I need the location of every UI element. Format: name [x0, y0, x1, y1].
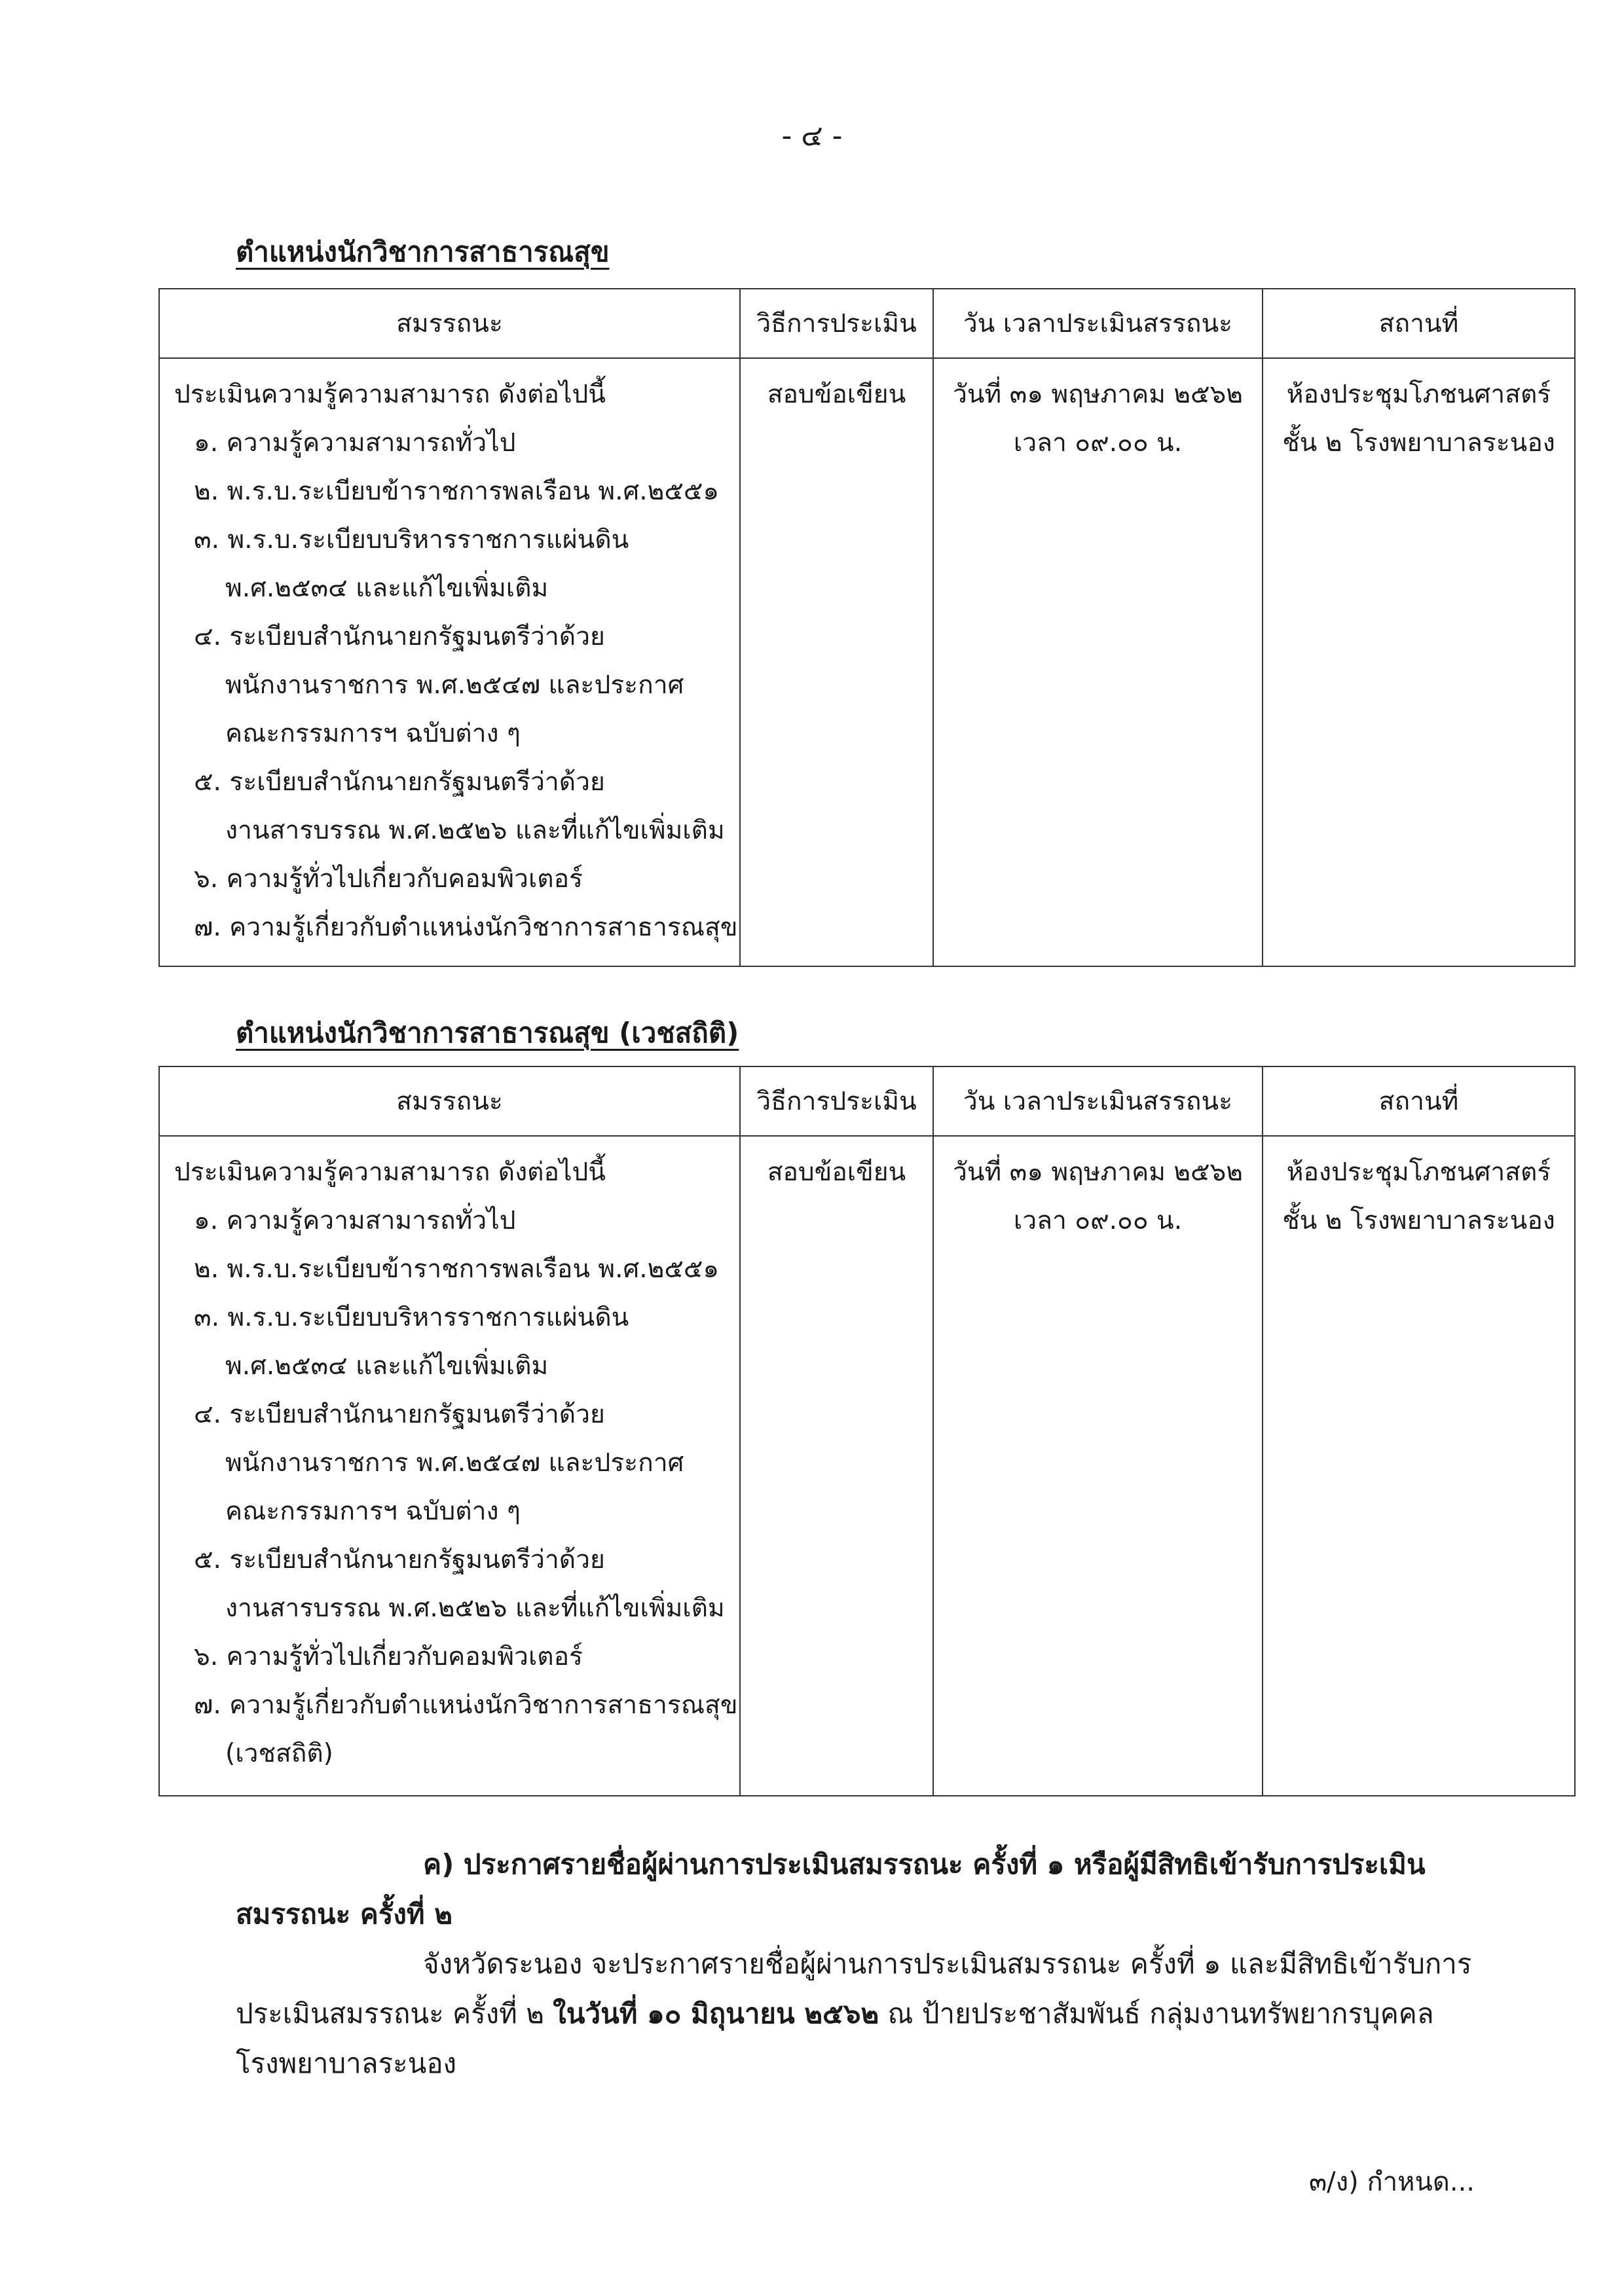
time-value: เวลา ๐๙.๐๐ น.	[1013, 428, 1183, 458]
header-place: สถานที่	[1263, 1066, 1575, 1136]
competency-cell	[159, 1136, 740, 1796]
list-item: (เวชสถิติ)	[225, 1739, 333, 1768]
date-value: วันที่ ๓๑ พฤษภาคม ๒๕๖๒	[953, 1157, 1243, 1187]
list-item: ๓. พ.ร.บ.ระเบียบบริหารราชการแผ่นดิน	[194, 525, 629, 555]
list-item: ๒. พ.ร.บ.ระเบียบข้าราชการพลเรือน พ.ศ.๒๕๕๑	[194, 477, 720, 506]
list-item: งานสารบรรณ พ.ศ.๒๕๒๖ และที่แก้ไขเพิ่มเติม	[225, 816, 725, 845]
table-row	[159, 358, 1575, 966]
announcement-body-line-2-end: ณ ป้ายประชาสัมพันธ์ กลุ่มงานทรัพยากรบุคคล	[879, 1997, 1434, 2030]
list-item: ๕. ระเบียบสำนักนายกรัฐมนตรีว่าด้วย	[194, 1545, 605, 1575]
table-header-row	[159, 289, 1575, 358]
footer-continuation: ๓/ง) กำหนด...	[1308, 2167, 1475, 2197]
announcement-body-line-1: จังหวัดระนอง จะประกาศรายชื่อผู้ผ่านการประเมินสมรรถนะ ครั้งที่ ๑ และมีสิทธิเข้ารับการ	[423, 1948, 1472, 1980]
list-item: ๑. ความรู้ความสามารถทั่วไป	[194, 1206, 516, 1235]
section-heading-public-health: ตำแหน่งนักวิชาการสาธารณสุข	[236, 236, 610, 268]
header-datetime: วัน เวลาประเมินสรรถนะ	[933, 289, 1263, 358]
place-cell	[1263, 1136, 1575, 1796]
list-item: ๑. ความรู้ความสามารถทั่วไป	[194, 428, 516, 458]
header-place: สถานที่	[1263, 289, 1575, 358]
list-item: ๕. ระเบียบสำนักนายกรัฐมนตรีว่าด้วย	[194, 767, 605, 797]
competency-table-public-health	[158, 288, 1576, 967]
announcement-heading	[236, 1840, 1480, 1939]
date-value: วันที่ ๓๑ พฤษภาคม ๒๕๖๒	[953, 380, 1243, 409]
header-competency: สมรรถนะ	[159, 289, 740, 358]
time-value: เวลา ๐๙.๐๐ น.	[1013, 1206, 1183, 1235]
method-value: สอบข้อเขียน	[767, 1157, 906, 1187]
list-item: พนักงานราชการ พ.ศ.๒๕๔๗ และประกาศ	[225, 1448, 684, 1478]
list-item: คณะกรรมการฯ ฉบับต่าง ๆ	[225, 719, 521, 748]
place-line-2: ชั้น ๒ โรงพยาบาลระนอง	[1282, 428, 1555, 458]
list-item: พนักงานราชการ พ.ศ.๒๕๔๗ และประกาศ	[225, 670, 684, 700]
place-cell	[1263, 358, 1575, 966]
place-line-1: ห้องประชุมโภชนศาสตร์	[1286, 380, 1551, 409]
header-competency: สมรรถนะ	[159, 1066, 740, 1136]
list-item: ๓. พ.ร.บ.ระเบียบบริหารราชการแผ่นดิน	[194, 1303, 629, 1332]
list-item: ๖. ความรู้ทั่วไปเกี่ยวกับคอมพิวเตอร์	[194, 864, 583, 894]
header-datetime: วัน เวลาประเมินสรรถนะ	[933, 1066, 1263, 1136]
list-item: งานสารบรรณ พ.ศ.๒๕๒๖ และที่แก้ไขเพิ่มเติม	[225, 1594, 725, 1623]
competency-intro: ประเมินความรู้ความสามารถ ดังต่อไปนี้	[174, 380, 606, 409]
page-number: - ๔ -	[781, 119, 843, 153]
announcement-body-line-2	[236, 1989, 1480, 2039]
method-cell	[740, 1136, 933, 1796]
datetime-cell	[933, 358, 1263, 966]
table-header-row	[159, 1066, 1575, 1136]
competency-table-medical-statistics	[158, 1066, 1576, 1796]
list-item: พ.ศ.๒๕๓๔ และแก้ไขเพิ่มเติม	[225, 574, 549, 603]
place-line-2: ชั้น ๒ โรงพยาบาลระนอง	[1282, 1206, 1555, 1235]
announcement-body	[236, 1939, 1480, 2088]
list-item: ๗. ความรู้เกี่ยวกับตำแหน่งนักวิชาการสาธารณสุข	[194, 1690, 738, 1720]
section-heading-medical-statistics: ตำแหน่งนักวิชาการสาธารณสุข (เวชสถิติ)	[236, 1017, 739, 1049]
announcement-body-line-3: โรงพยาบาลระนอง	[236, 2047, 457, 2079]
list-item: ๗. ความรู้เกี่ยวกับตำแหน่งนักวิชาการสาธารณสุข	[194, 913, 738, 942]
list-item: ๔. ระเบียบสำนักนายกรัฐมนตรีว่าด้วย	[194, 1400, 605, 1429]
competency-intro: ประเมินความรู้ความสามารถ ดังต่อไปนี้	[174, 1157, 606, 1187]
list-item: ๔. ระเบียบสำนักนายกรัฐมนตรีว่าด้วย	[194, 622, 605, 651]
announcement-date: ในวันที่ ๑๐ มิถุนายน ๒๕๖๒	[553, 1997, 879, 2030]
datetime-cell	[933, 1136, 1263, 1796]
list-item: ๖. ความรู้ทั่วไปเกี่ยวกับคอมพิวเตอร์	[194, 1642, 583, 1671]
table-row	[159, 1136, 1575, 1796]
announcement-heading-line-1: ค) ประกาศรายชื่อผู้ผ่านการประเมินสมรรถนะ ครั้งที่ ๑ หรือผู้มีสิทธิเข้ารับการประเมิน	[423, 1848, 1426, 1880]
announcement-body-line-2-start: ประเมินสมรรถนะ ครั้งที่ ๒	[236, 1997, 553, 2030]
method-cell	[740, 358, 933, 966]
list-item: พ.ศ.๒๕๓๔ และแก้ไขเพิ่มเติม	[225, 1351, 549, 1381]
header-method: วิธีการประเมิน	[740, 289, 933, 358]
method-value: สอบข้อเขียน	[767, 380, 906, 409]
header-method: วิธีการประเมิน	[740, 1066, 933, 1136]
announcement-heading-line-2: สมรรถนะ ครั้งที่ ๒	[236, 1898, 452, 1930]
place-line-1: ห้องประชุมโภชนศาสตร์	[1286, 1157, 1551, 1187]
list-item: คณะกรรมการฯ ฉบับต่าง ๆ	[225, 1497, 521, 1526]
competency-cell	[159, 358, 740, 966]
list-item: ๒. พ.ร.บ.ระเบียบข้าราชการพลเรือน พ.ศ.๒๕๕๑	[194, 1254, 720, 1284]
